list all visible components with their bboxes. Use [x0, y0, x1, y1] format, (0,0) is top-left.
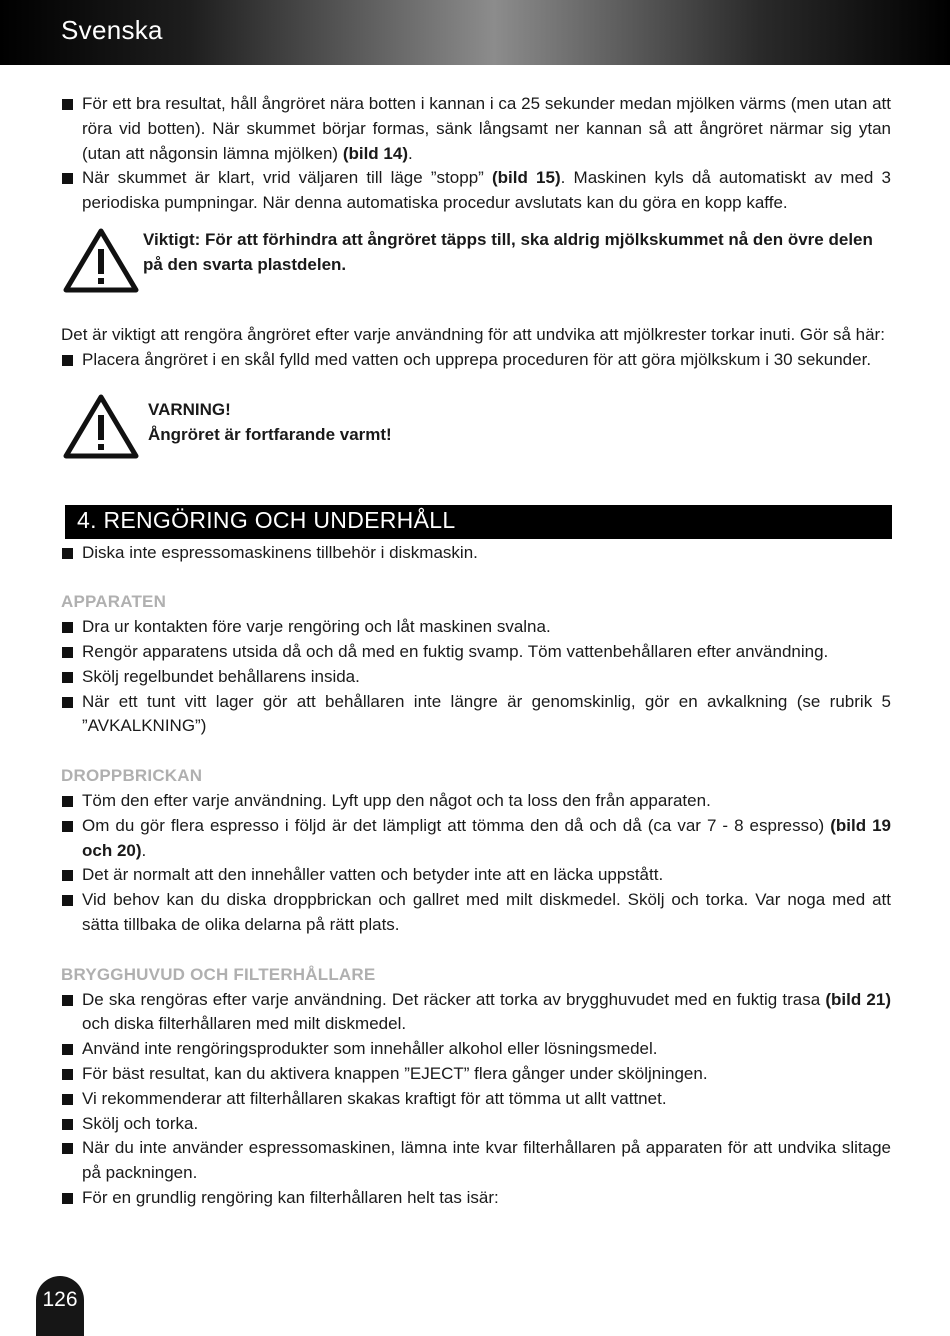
list-item: Diska inte espressomaskinens tillbehör i diskmaskin. — [61, 541, 891, 566]
section-title: 4. RENGÖRING OCH UNDERHÅLL — [77, 506, 456, 533]
cleaning-paragraph: Det är viktigt att rengöra ångröret efter varje användning för att undvika att mjölkrester torkar inuti. Gör så här: — [61, 324, 885, 344]
list-item: Om du gör flera espresso i följd är det lämpligt att tömma den då och då (ca var 7 - 8 espresso) (bild 19 och 20). — [61, 814, 891, 864]
list-item: Det är normalt att den innehåller vatten och betyder inte att en läcka uppstått. — [61, 863, 891, 888]
cleaning-bullet-list — [61, 348, 891, 373]
list-item: Rengör apparatens utsida då och då med en fuktig svamp. Töm vattenbehållaren efter användning. — [61, 640, 891, 665]
list-item: Använd inte rengöringsprodukter som innehåller alkohol eller lösningsmedel. — [61, 1037, 891, 1062]
warning-triangle-icon — [63, 227, 139, 293]
list-item: När skummet är klart, vrid väljaren till läge ”stopp” (bild 15). Maskinen kyls då automatiskt av med 3 periodiska pumpningar. När denna automatiska procedur avslutats kan du göra en kopp kaffe. — [61, 166, 891, 216]
subheading-droppbrickan: DROPPBRICKAN — [61, 766, 203, 786]
page-number-tab — [36, 1276, 84, 1336]
list-item: Vi rekommenderar att filterhållaren skakas kraftigt för att tömma ut allt vattnet. — [61, 1087, 891, 1112]
list-item: De ska rengöras efter varje användning. Det räcker att torka av brygghuvudet med en fuktig trasa (bild 21) och diska filterhållaren med milt diskmedel. — [61, 988, 891, 1038]
list-item: När ett tunt vitt lager gör att behållaren inte längre är genomskinlig, gör en avkalkning (se rubrik 5 ”AVKALKNING”) — [61, 690, 891, 740]
brygghuvud-list — [61, 988, 891, 1211]
section-bullet-list — [61, 541, 891, 566]
list-item: För ett bra resultat, håll ångröret nära botten i kannan i ca 25 sekunder medan mjölken värms (men utan att röra vid botten). När skummet börjar formas, sänk långsamt ner kannan så att ångröret närmar sig ytan (utan att någonsin lämna mjölken) (bild 14). — [61, 92, 891, 166]
subheading-apparaten: APPARATEN — [61, 592, 167, 612]
list-item: Placera ångröret i en skål fylld med vatten och upprepa proceduren för att göra mjölkskum i 30 sekunder. — [61, 348, 891, 373]
apparaten-list — [61, 615, 891, 739]
language-title: Svenska — [61, 15, 163, 45]
list-item: Skölj och torka. — [61, 1112, 891, 1137]
droppbrickan-list — [61, 789, 891, 938]
list-item: När du inte använder espressomaskinen, lämna inte kvar filterhållaren på apparaten för att undvika slitage på packningen. — [61, 1136, 891, 1186]
warning-text: Ångröret är fortfarande varmt! — [148, 424, 392, 444]
section-heading-bar — [65, 505, 892, 539]
warning-box-hot — [61, 393, 891, 493]
warning-heading: VARNING! — [148, 399, 231, 419]
page-header — [0, 0, 950, 65]
list-item: Töm den efter varje användning. Lyft upp den något och ta loss den från apparaten. — [61, 789, 891, 814]
page-number: 126 — [42, 1288, 78, 1311]
list-item: Vid behov kan du diska droppbrickan och gallret med milt diskmedel. Skölj och torka. Var noga med att sätta tillbaka de olika delarna på rätt plats. — [61, 888, 891, 938]
intro-bullet-list — [61, 92, 891, 216]
list-item: För bäst resultat, kan du aktivera knappen ”EJECT” flera gånger under sköljningen. — [61, 1062, 891, 1087]
warning-box-important — [61, 227, 891, 311]
page-content — [61, 92, 891, 1211]
warning-triangle-icon — [63, 393, 139, 459]
warning-text: Viktigt: För att förhindra att ångröret täpps till, ska aldrig mjölkskummet nå den övre delen på den svarta plastdelen. — [143, 229, 873, 274]
list-item: Dra ur kontakten före varje rengöring och låt maskinen svalna. — [61, 615, 891, 640]
list-item: För en grundlig rengöring kan filterhållaren helt tas isär: — [61, 1186, 891, 1211]
subheading-brygghuvud: BRYGGHUVUD OCH FILTERHÅLLARE — [61, 964, 376, 984]
list-item: Skölj regelbundet behållarens insida. — [61, 665, 891, 690]
